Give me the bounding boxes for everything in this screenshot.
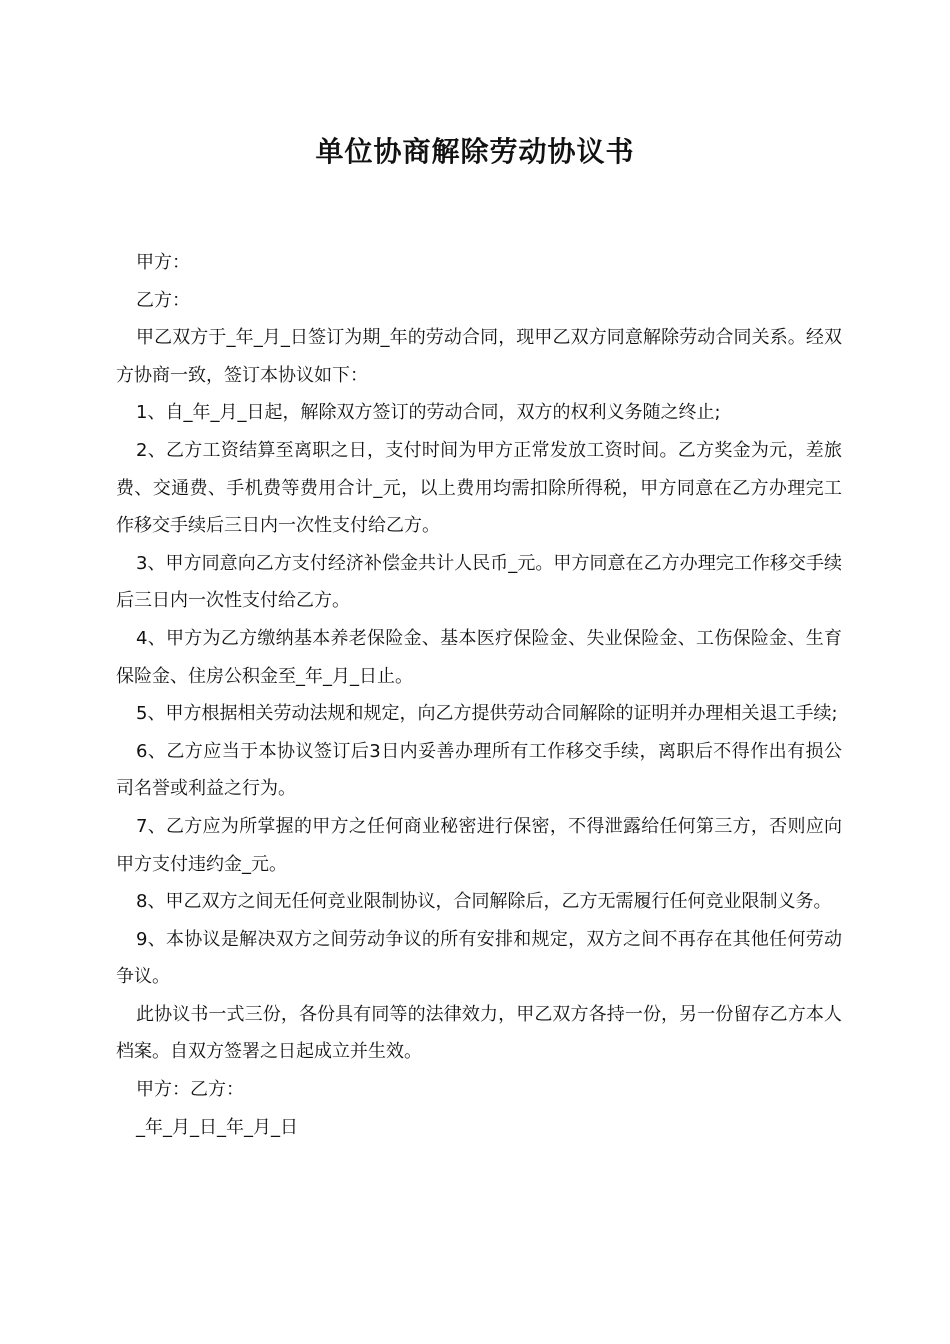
closing-paragraph: 此协议书一式三份，各份具有同等的法律效力，甲乙双方各持一份，另一份留存乙方本人档案。自双方签署之日起成立并生效。: [116, 1003, 842, 1063]
date-line: _年_月_日_年_月_日: [136, 1116, 298, 1138]
clause-6: 6、乙方应当于本协议签订后3日内妥善办理所有工作移交手续，离职后不得作出有损公司名誉或利益之行为。: [116, 740, 842, 800]
clause-7: 7、乙方应为所掌握的甲方之任何商业秘密进行保密，不得泄露给任何第三方，否则应向甲方支付违约金_元。: [116, 815, 842, 875]
party-b-line: 乙方：: [136, 289, 190, 311]
signature-line: 甲方：乙方：: [136, 1079, 244, 1101]
clause-8: 8、甲乙双方之间无任何竞业限制协议，合同解除后，乙方无需履行任何竞业限制义务。: [136, 891, 832, 913]
document-title: 单位协商解除劳动协议书: [315, 135, 635, 168]
document-body: [116, 244, 842, 1146]
clause-4: 4、甲方为乙方缴纳基本养老保险金、基本医疗保险金、失业保险金、工伤保险金、生育保险金、住房公积金至_年_月_日止。: [116, 627, 842, 687]
clause-2: 2、乙方工资结算至离职之日，支付时间为甲方正常发放工资时间。乙方奖金为元，差旅费、交通费、手机费等费用合计_元，以上费用均需扣除所得税，甲方同意在乙方办理完工作移交手续后三日内一次性支付给乙方。: [116, 439, 842, 537]
clause-3: 3、甲方同意向乙方支付经济补偿金共计人民币_元。甲方同意在乙方办理完工作移交手续后三日内一次性支付给乙方。: [116, 552, 842, 612]
clause-9: 9、本协议是解决双方之间劳动争议的所有安排和规定，双方之间不再存在其他任何劳动争议。: [116, 928, 842, 988]
clause-1: 1、自_年_月_日起，解除双方签订的劳动合同，双方的权利义务随之终止;: [136, 402, 721, 424]
party-a-line: 甲方：: [136, 252, 190, 273]
intro-paragraph: 甲乙双方于_年_月_日签订为期_年的劳动合同，现甲乙双方同意解除劳动合同关系。经双方协商一致，签订本协议如下：: [116, 327, 842, 386]
clause-5: 5、甲方根据相关劳动法规和规定，向乙方提供劳动合同解除的证明并办理相关退工手续;: [136, 703, 838, 725]
